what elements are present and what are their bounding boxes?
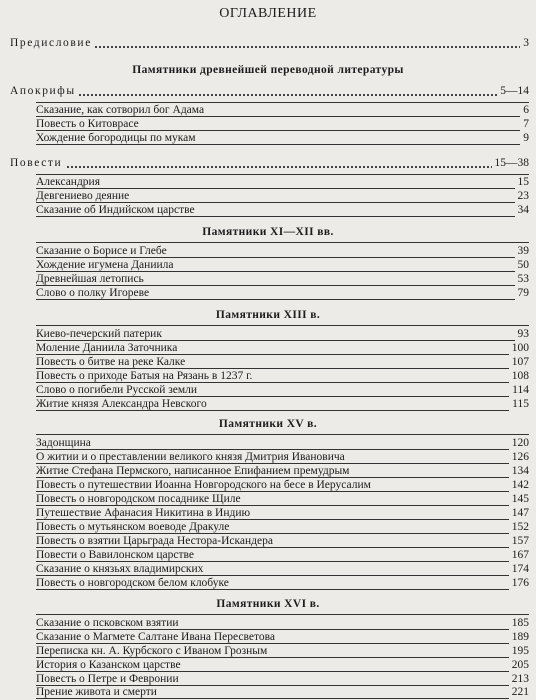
entry-page: 205 bbox=[509, 658, 529, 672]
entry-title: Житие Стефана Пермского, написанное Епифанием премудрым bbox=[36, 465, 352, 477]
toc-entry[interactable] bbox=[36, 397, 529, 411]
entry-page: 93 bbox=[515, 327, 530, 341]
toc-entry[interactable] bbox=[36, 548, 529, 562]
toc-entry[interactable] bbox=[36, 450, 529, 464]
entry-title: Повесть о новгородском посаднике Щиле bbox=[36, 493, 244, 505]
toc-group-apocrypha[interactable] bbox=[10, 84, 529, 98]
entry-title: Сказание о псковском взятии bbox=[36, 617, 182, 629]
divider bbox=[36, 325, 529, 326]
entry-title: Хождение богородицы по мукам bbox=[36, 132, 199, 144]
entry-page: 126 bbox=[509, 450, 529, 464]
entry-page: 53 bbox=[515, 272, 530, 286]
toc-entry[interactable] bbox=[36, 562, 529, 576]
toc-entry[interactable] bbox=[36, 341, 529, 355]
entry-title: Повесть о мутьянском воеводе Дракуле bbox=[36, 521, 232, 533]
entry-title: Хождение игумена Даниила bbox=[36, 259, 176, 271]
divider bbox=[36, 434, 529, 435]
entry-page: 176 bbox=[509, 576, 529, 590]
entry-page: 152 bbox=[509, 520, 529, 534]
group-title: Повести bbox=[10, 157, 65, 169]
underline bbox=[36, 130, 529, 131]
toc-entry[interactable] bbox=[36, 355, 529, 369]
underline bbox=[36, 505, 529, 506]
underline bbox=[36, 589, 529, 590]
entry-page: 120 bbox=[509, 436, 529, 450]
entry-page: 79 bbox=[515, 286, 530, 300]
toc-entry[interactable] bbox=[36, 203, 529, 217]
entry-page: 147 bbox=[509, 506, 529, 520]
entry-page: 157 bbox=[509, 534, 529, 548]
entry-page: 185 bbox=[509, 616, 529, 630]
underline bbox=[36, 382, 529, 383]
entry-page: 115 bbox=[509, 397, 529, 411]
entry-title: Житие князя Александра Невского bbox=[36, 398, 210, 410]
entry-title: Повести о Вавилонском царстве bbox=[36, 549, 197, 561]
underline bbox=[36, 698, 529, 699]
entry-title: Сказание о князьях владимирских bbox=[36, 563, 206, 575]
toc-entry[interactable] bbox=[36, 630, 529, 644]
toc-entry[interactable] bbox=[36, 175, 529, 189]
entry-title: Сказание о Борисе и Глебе bbox=[36, 245, 170, 257]
entry-page: 114 bbox=[509, 383, 529, 397]
group-title: Апокрифы bbox=[10, 85, 79, 97]
entry-title: Девгениево деяние bbox=[36, 190, 132, 202]
toc-entry[interactable] bbox=[36, 189, 529, 203]
entry-page: 6 bbox=[520, 103, 529, 117]
entry-title: Повесть о новгородском белом клобуке bbox=[36, 577, 232, 589]
toc-entry[interactable] bbox=[36, 534, 529, 548]
entry-page: 50 bbox=[515, 258, 530, 272]
toc-entry[interactable] bbox=[36, 492, 529, 506]
entry-title: Прение живота и смерти bbox=[36, 686, 160, 698]
toc-entry-preface[interactable] bbox=[10, 36, 529, 50]
entry-title: Слово о погибели Русской земли bbox=[36, 384, 200, 396]
underline bbox=[36, 396, 529, 397]
entry-page: 39 bbox=[515, 244, 530, 258]
entry-title: Путешествие Афанасия Никитина в Индию bbox=[36, 507, 253, 519]
underline bbox=[36, 354, 529, 355]
toc-entry[interactable] bbox=[36, 672, 529, 686]
entry-page: 145 bbox=[509, 492, 529, 506]
toc-entry[interactable] bbox=[36, 478, 529, 492]
page-title: ОГЛАВЛЕНИЕ bbox=[219, 6, 317, 21]
underline bbox=[36, 202, 529, 203]
entry-page: 142 bbox=[509, 478, 529, 492]
underline bbox=[36, 643, 529, 644]
entry-title: Задонщина bbox=[36, 437, 94, 449]
toc-entry[interactable] bbox=[36, 286, 529, 300]
entry-page: 15 bbox=[515, 175, 530, 189]
divider bbox=[36, 242, 529, 243]
entry-title: Сказание о Магмете Салтане Ивана Пересветова bbox=[36, 631, 278, 643]
entry-title: Повесть о Китоврасе bbox=[36, 118, 142, 130]
entry-title: Александрия bbox=[36, 176, 103, 188]
underline bbox=[36, 575, 529, 576]
underline bbox=[36, 657, 529, 658]
entry-title: Предисловие bbox=[10, 37, 95, 49]
underline bbox=[36, 671, 529, 672]
underline bbox=[36, 533, 529, 534]
underline bbox=[36, 285, 529, 286]
underline bbox=[36, 188, 529, 189]
group-pages: 15—38 bbox=[492, 156, 530, 170]
toc-entry[interactable] bbox=[36, 117, 529, 131]
entry-page: 221 bbox=[509, 685, 529, 699]
entry-page: 213 bbox=[509, 672, 529, 686]
entry-title: Повесть о Петре и Февронии bbox=[36, 673, 182, 685]
toc-entry[interactable] bbox=[36, 131, 529, 145]
underline bbox=[36, 491, 529, 492]
toc-entry[interactable] bbox=[36, 383, 529, 397]
toc-entry[interactable] bbox=[36, 327, 529, 341]
underline bbox=[36, 463, 529, 464]
underline bbox=[36, 299, 529, 300]
toc-entry[interactable] bbox=[36, 103, 529, 117]
entry-title: Повесть о путешествии Иоанна Новгородского на бесе в Иерусалим bbox=[36, 479, 374, 491]
entry-page: 3 bbox=[520, 36, 529, 50]
entry-page: 34 bbox=[515, 203, 530, 217]
toc-entry[interactable] bbox=[36, 644, 529, 658]
entry-page: 174 bbox=[509, 562, 529, 576]
underline bbox=[36, 216, 529, 217]
toc-entry[interactable] bbox=[36, 506, 529, 520]
entry-page: 23 bbox=[515, 189, 530, 203]
entry-title: Повесть о битве на реке Калке bbox=[36, 356, 188, 368]
divider bbox=[36, 614, 529, 615]
underline bbox=[36, 144, 529, 145]
toc-entry[interactable] bbox=[36, 436, 529, 450]
underline bbox=[36, 449, 529, 450]
underline bbox=[36, 477, 529, 478]
entry-page: 107 bbox=[509, 355, 529, 369]
underline bbox=[36, 410, 529, 411]
toc-entry[interactable] bbox=[36, 244, 529, 258]
toc-entry[interactable] bbox=[36, 616, 529, 630]
underline bbox=[36, 257, 529, 258]
entry-page: 100 bbox=[509, 341, 529, 355]
entry-page: 189 bbox=[509, 630, 529, 644]
entry-title: Древнейшая летопись bbox=[36, 273, 147, 285]
underline bbox=[36, 519, 529, 520]
toc-entry[interactable] bbox=[36, 658, 529, 672]
toc-entry[interactable] bbox=[36, 685, 529, 699]
entry-title: Переписка кн. А. Курбского с Иваном Грозным bbox=[36, 645, 270, 657]
toc-entry[interactable] bbox=[36, 576, 529, 590]
group-pages: 5—14 bbox=[497, 84, 529, 98]
entry-title: Сказание, как сотворил бог Адама bbox=[36, 104, 207, 116]
underline bbox=[36, 368, 529, 369]
section-heading: Памятники древнейшей переводной литературы bbox=[132, 64, 404, 76]
dot-leader bbox=[10, 166, 529, 168]
underline bbox=[36, 547, 529, 548]
entry-title: Повесть о приходе Батыя на Рязань в 1237 г. bbox=[36, 370, 255, 382]
entry-title: О житии и о преставлении великого князя Дмитрия Ивановича bbox=[36, 451, 348, 463]
toc-group-tales[interactable] bbox=[10, 156, 529, 170]
entry-title: История о Казанском царстве bbox=[36, 659, 184, 671]
toc-entry[interactable] bbox=[36, 258, 529, 272]
section-heading: Памятники XVI в. bbox=[216, 598, 320, 610]
entry-title: Слово о полку Игореве bbox=[36, 287, 152, 299]
section-heading: Памятники XIII в. bbox=[215, 309, 321, 321]
underline bbox=[36, 271, 529, 272]
toc-entry[interactable] bbox=[36, 520, 529, 534]
entry-page: 167 bbox=[509, 548, 529, 562]
entry-page: 195 bbox=[509, 644, 529, 658]
entry-page: 7 bbox=[520, 117, 529, 131]
toc-entry[interactable] bbox=[36, 369, 529, 383]
entry-title: Киево-печерский патерик bbox=[36, 328, 165, 340]
entry-page: 108 bbox=[509, 369, 529, 383]
entry-title: Моление Даниила Заточника bbox=[36, 342, 180, 354]
entry-title: Сказание об Индийском царстве bbox=[36, 204, 198, 216]
entry-page: 134 bbox=[509, 464, 529, 478]
underline bbox=[36, 116, 529, 117]
underline bbox=[36, 340, 529, 341]
underline bbox=[36, 561, 529, 562]
underline bbox=[36, 629, 529, 630]
section-heading: Памятники XV в. bbox=[218, 418, 318, 430]
section-heading: Памятники XI—XII вв. bbox=[202, 226, 334, 238]
toc-entry[interactable] bbox=[36, 272, 529, 286]
entry-page: 9 bbox=[520, 131, 529, 145]
toc-entry[interactable] bbox=[36, 464, 529, 478]
entry-title: Повесть о взятии Царьграда Нестора-Искандера bbox=[36, 535, 276, 547]
dot-leader bbox=[10, 94, 529, 96]
